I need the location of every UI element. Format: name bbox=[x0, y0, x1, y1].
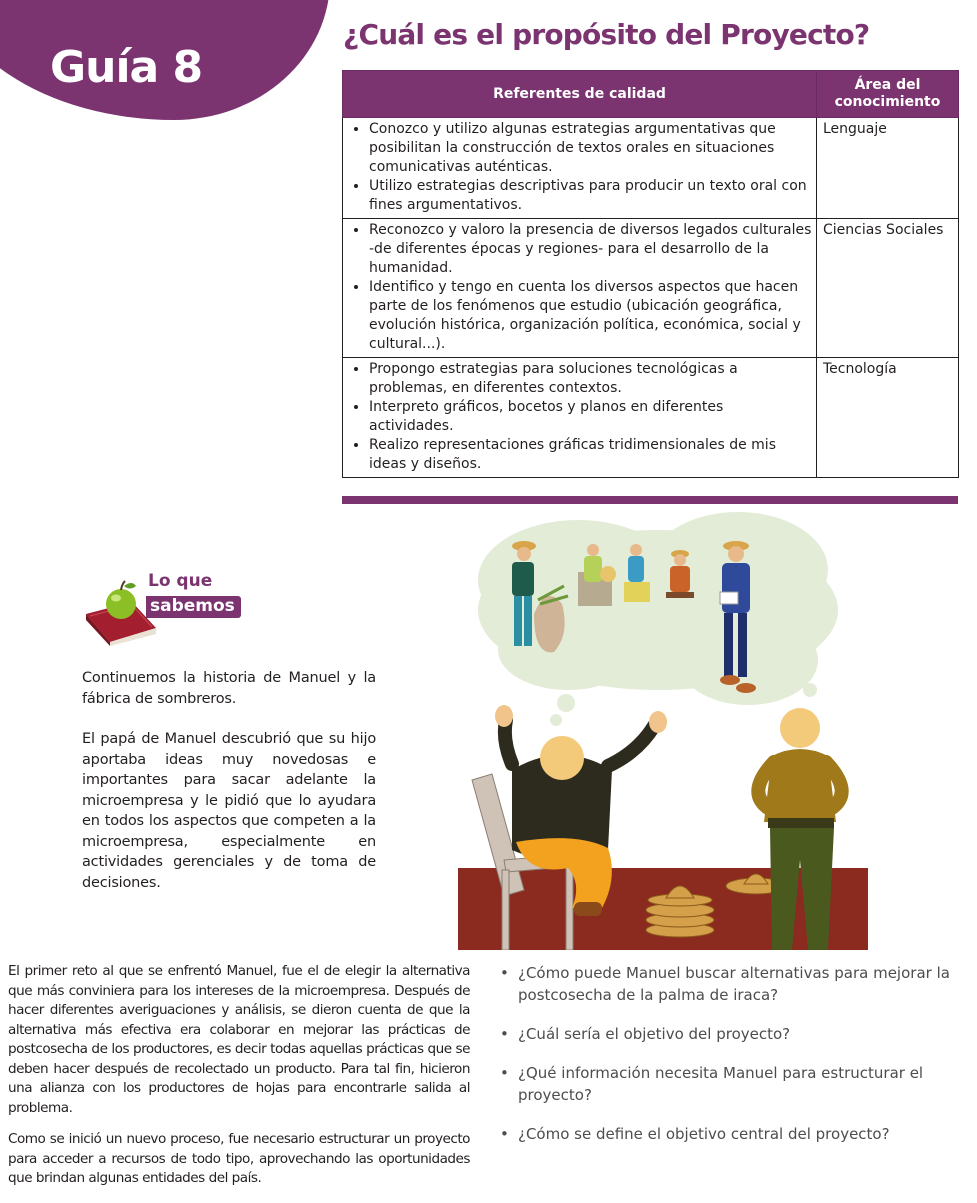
guide-title: Guía 8 bbox=[50, 42, 203, 93]
list-item: • ¿Cómo puede Manuel buscar alternativas para mejorar la postcosecha de la palma de iraca? bbox=[498, 962, 966, 1006]
list-item: • Utilizo estrategias descriptivas para producir un texto oral con fines argumentativos. bbox=[369, 177, 812, 215]
list-item: • ¿Qué información necesita Manuel para estructurar el proyecto? bbox=[498, 1062, 966, 1106]
list-item: • Conozco y utilizo algunas estrategias argumentativas que posibilitan la construcción de textos orales en situaciones comunicativas auténticas. bbox=[369, 120, 812, 177]
table-row bbox=[343, 219, 959, 358]
area-cell: Lenguaje bbox=[817, 118, 959, 219]
list-item: • ¿Cuál sería el objetivo del proyecto? bbox=[498, 1023, 966, 1045]
list-item: • Identifico y tengo en cuenta los diversos aspectos que hacen parte de los fenómenos que estudio (ubicación geográfica, evolución histórica, organización política, económica, social y cultural...). bbox=[369, 278, 812, 354]
area-cell: Ciencias Sociales bbox=[817, 219, 959, 358]
list-item: • Propongo estrategias para soluciones tecnológicas a problemas, en diferentes contextos. bbox=[369, 360, 812, 398]
table-row bbox=[343, 118, 959, 219]
list-item: • ¿Cómo se define el objetivo central del proyecto? bbox=[498, 1123, 966, 1145]
narrative-text bbox=[8, 962, 470, 1201]
column-header-area: Área del conocimiento bbox=[817, 71, 959, 118]
referentes-cell bbox=[343, 358, 817, 478]
referentes-cell bbox=[343, 118, 817, 219]
area-cell: Tecnología bbox=[817, 358, 959, 478]
section-divider bbox=[342, 496, 958, 504]
table-header-row bbox=[343, 71, 959, 118]
story-paragraph: El papá de Manuel descubrió que su hijo aportaba ideas muy novedosas e importantes para sacar adelante la microempresa y le pidió que lo ayudara en todos los aspectos que competen a la microempresa, especialmente en actividades gerenciales y de toma de decisiones. bbox=[82, 731, 376, 891]
narrative-paragraph: Como se inició un nuevo proceso, fue necesario estructurar un proyecto para acceder a recursos de todo tipo, aprovechando las oportunidades que brindan algunas entidades del país. bbox=[8, 1131, 470, 1186]
list-item: • Realizo representaciones gráficas tridimensionales de mis ideas y diseños. bbox=[369, 436, 812, 474]
column-header-referentes: Referentes de calidad bbox=[343, 71, 817, 118]
quality-table bbox=[342, 70, 959, 478]
question-list bbox=[498, 962, 966, 1162]
lo-que-sabemos-label-top: Lo que bbox=[148, 571, 213, 591]
section-title: ¿Cuál es el propósito del Proyecto? bbox=[343, 18, 870, 51]
list-item: • Interpreto gráficos, bocetos y planos en diferentes actividades. bbox=[369, 398, 812, 436]
manuel-thinking-illustration bbox=[458, 510, 868, 950]
table-row bbox=[343, 358, 959, 478]
narrative-paragraph: El primer reto al que se enfrentó Manuel, fue el de elegir la alternativa que más conviniera para los intereses de la microempresa. Después de hacer diferentes averiguaciones y análisis, se dieron cuenta de que la alternativa más efectiva era colaborar en mejorar las prácticas de postcosecha de los productores, es decir todas aquellas prácticas que se deben hacer después de recolectado un producto. Para tal fin, hicieron una alianza con los productores de hojas para encontrarle salida al problema. bbox=[8, 963, 470, 1116]
story-paragraph: Continuemos la historia de Manuel y la fábrica de sombreros. bbox=[82, 670, 376, 707]
lo-que-sabemos-label-bottom: sabemos bbox=[146, 596, 241, 618]
story-text bbox=[82, 668, 376, 913]
list-item: • Reconozco y valoro la presencia de diversos legados culturales -de diferentes épocas y regiones- para el desarrollo de la humanidad. bbox=[369, 221, 812, 278]
referentes-cell bbox=[343, 219, 817, 358]
